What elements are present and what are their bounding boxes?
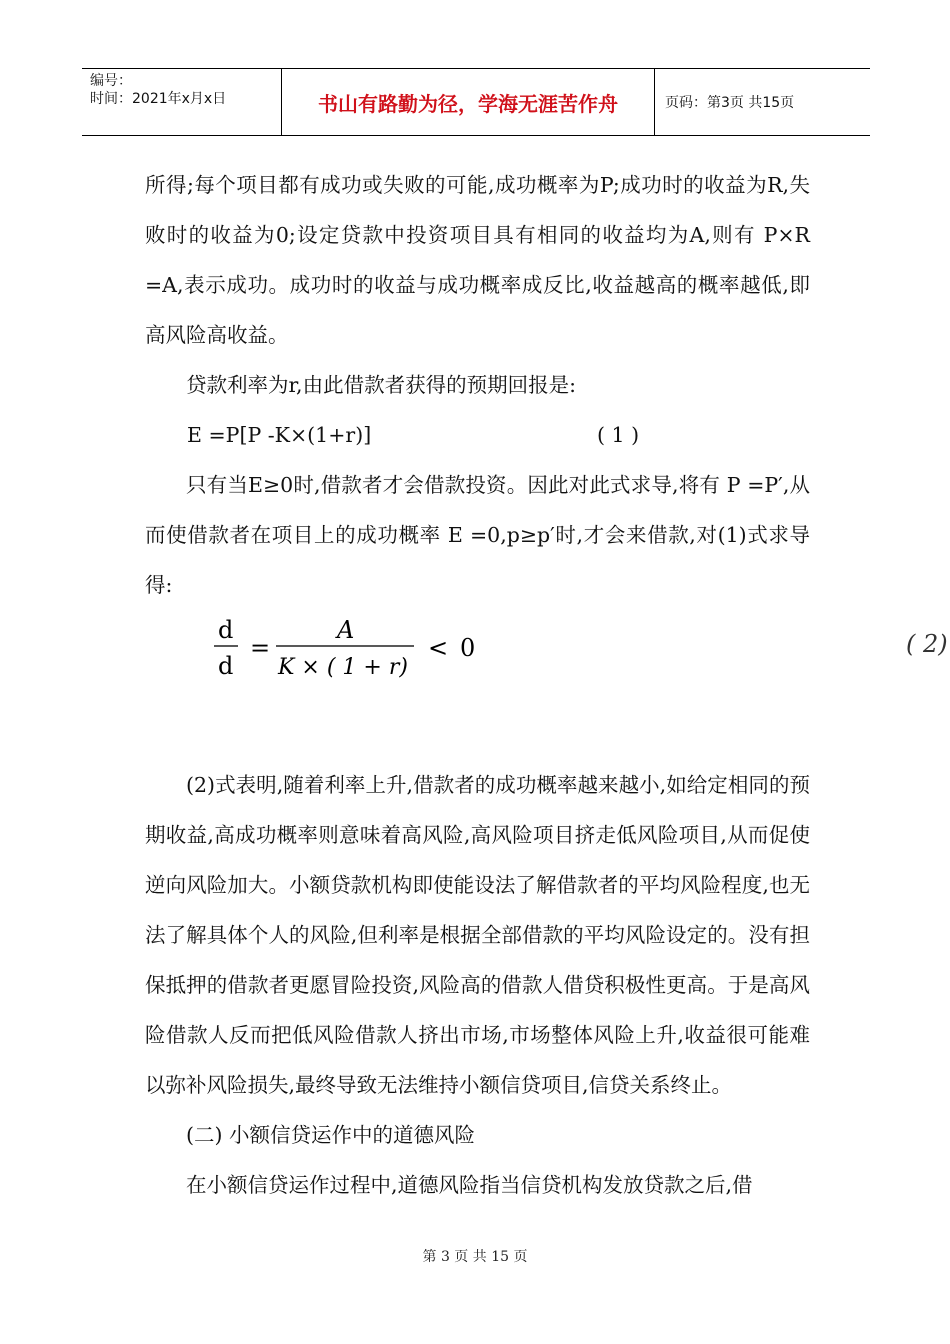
- header-meta-cell: [82, 69, 282, 135]
- equation-1-number: ( 1 ): [597, 423, 640, 447]
- equation-1: [145, 410, 810, 460]
- page-footer: 第 3 页 共 15 页: [422, 1249, 528, 1265]
- formula-equals: =: [250, 634, 271, 662]
- header-table: [82, 68, 870, 136]
- equation-2-number: ( 2): [906, 630, 948, 658]
- header-motto: 书山有路勤为径，学海无涯苦作舟: [282, 69, 655, 135]
- equation-1-formula: E =P[P -K×(1+r)]: [187, 423, 372, 447]
- formula-2: [212, 612, 512, 692]
- date-label: 时间：2021年x月x日: [90, 91, 227, 107]
- formula-lhs-bottom: d: [218, 652, 234, 680]
- section-heading: (二) 小额信贷运作中的道德风险: [186, 1123, 476, 1147]
- paragraph-6: 在小额信贷运作过程中,道德风险指当信贷机构发放贷款之后,借: [186, 1173, 753, 1197]
- formula-numerator: A: [337, 616, 355, 644]
- formula-rhs: 0: [460, 634, 476, 662]
- formula-lhs-top: d: [218, 616, 234, 644]
- formula-denominator: K × ( 1 + r): [278, 655, 408, 680]
- formula-less-than: <: [428, 634, 449, 662]
- paragraph-1: 所得;每个项目都有成功或失败的可能,成功概率为P;成功时的收益为R,失败时的收益为0;设定贷款中投资项目具有相同的收益均为A,则有 P×R =A,表示成功。成功时的收益与成功概率成反比,收益越高的概率越低,即高风险高收益。: [145, 173, 810, 347]
- paragraph-3: 只有当E≥0时,借款者才会借款投资。因此对此式求导,将有 P =P′,从而使借款者在项目上的成功概率 E =0,p≥p′时,才会来借款,对(1)式求导得:: [145, 473, 810, 597]
- paragraph-2: 贷款利率为r,由此借款者获得的预期回报是:: [186, 373, 576, 397]
- header-page-label: 页码：第3页 共15页: [665, 95, 795, 111]
- paragraph-4: (2)式表明,随着利率上升,借款者的成功概率越来越小,如给定相同的预期收益,高成功概率则意味着高风险,高风险项目挤走低风险项目,从而促使逆向风险加大。小额贷款机构即使能设法了解借款者的平均风险程度,也无法了解具体个人的风险,但利率是根据全部借款的平均风险设定的。没有担保抵押的借款者更愿冒险投资,风险高的借款人借贷积极性更高。于是高风险借款人反而把低风险借款人挤出市场,市场整体风险上升,收益很可能难以弥补风险损失,最终导致无法维持小额信贷项目,信贷关系终止。: [145, 773, 810, 1097]
- code-label: 编号：: [90, 73, 132, 89]
